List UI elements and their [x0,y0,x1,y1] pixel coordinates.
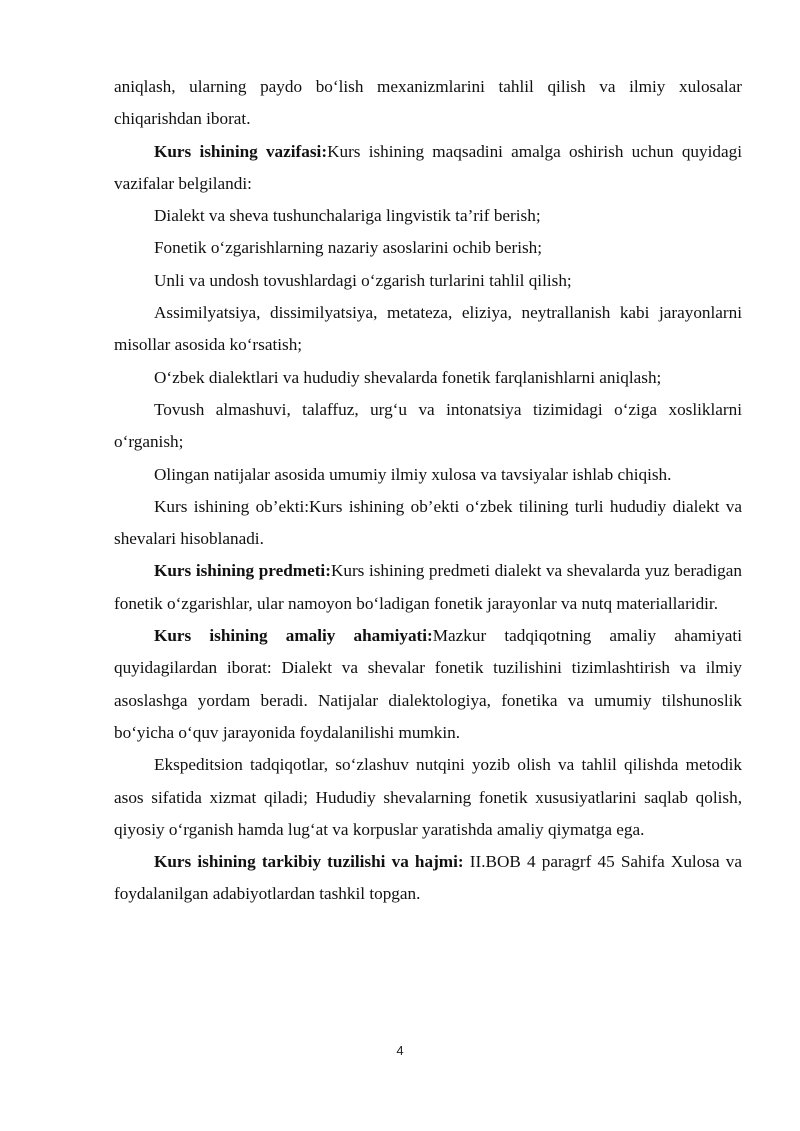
list-item [114,232,742,264]
paragraph-intro-continuation [114,71,742,136]
section-heading: Kurs ishining tarkibiy tuzilishi va hajmi: [154,852,464,872]
paragraph-text: II.BOB 4 paragrf 45 Sahifa Xulosa va foydalanilgan adabiyotlardan tashkil topgan. [114,852,742,904]
list-item-text: O‘zbek dialektlari va hududiy shevalarda fonetik farqlanishlarni aniqlash; [154,367,662,387]
list-item [114,362,742,394]
paragraph-object [114,491,742,556]
section-heading: Kurs ishining vazifasi: [154,141,328,161]
list-item [114,459,742,491]
paragraph-text: Ekspeditsion tadqiqotlar, so‘zlashuv nutqini yozib olish va tahlil qilishda metodik asos sifatida xizmat qiladi; Hududiy shevalarning fonetik xususiyatlarini saqlab qolish, qiyosiy o‘rganish hamda lug‘at va korpuslar yaratishda amaliy qiymatga ega. [114,755,742,839]
list-item-text: Unli va undosh tovushlardagi o‘zgarish turlarini tahlil qilish; [154,270,572,290]
paragraph-expedition [114,749,742,846]
list-item [114,394,742,459]
list-item-text: Tovush almashuvi, talaffuz, urg‘u va intonatsiya tizimidagi o‘ziga xosliklarni o‘rganish; [114,399,742,452]
paragraph-text: Kurs ishining predmeti dialekt va shevalarda yuz beradigan fonetik o‘zgarishlar, ular namoyon bo‘ladigan fonetik jarayonlar va nutq materiallaridir. [114,561,742,613]
paragraph-text: Kurs ishining ob’ekti:Kurs ishining ob’ekti o‘zbek tilining turli hududiy dialekt va shevalari hisoblanadi. [114,496,742,549]
list-item-text: Olingan natijalar asosida umumiy ilmiy xulosa va tavsiyalar ishlab chiqish. [154,464,672,484]
list-item-text: Assimilyatsiya, dissimilyatsiya, metateza, eliziya, neytrallanish kabi jarayonlarni misollar asosida ko‘rsatish; [114,303,742,355]
paragraph-text: Kurs ishining maqsadini amalga oshirish uchun quyidagi vazifalar belgilandi: [114,141,742,193]
paragraph-practical-significance [114,620,742,749]
list-item-text: Fonetik o‘zgarishlarning nazariy asoslarini ochib berish; [154,238,543,258]
paragraph-text: aniqlash, ularning paydo bo‘lish mexanizmlarini tahlil qilish va ilmiy xulosalar chiqarishdan iborat. [114,77,742,129]
list-item [114,200,742,232]
paragraph-tasks [114,136,742,201]
paragraph-subject [114,555,742,620]
section-heading: Kurs ishining amaliy ahamiyati: [154,626,433,646]
paragraph-text: Mazkur tadqiqotning amaliy ahamiyati quyidagilardan iborat: Dialekt va shevalar fonetik tuzilishini tizimlashtirish va ilmiy asoslashga yordam beradi. Natijalar dialektologiya, fonetika va umumiy tilshunoslik bo‘yicha o‘quv jarayonida foydalanilishi mumkin. [114,626,742,742]
section-heading: Kurs ishining predmeti: [154,561,331,581]
list-item [114,265,742,297]
list-item [114,297,742,362]
document-body [114,71,742,911]
page-number: 4 [396,1043,404,1058]
list-item-text: Dialekt va sheva tushunchalariga lingvistik ta’rif berish; [154,206,541,226]
paragraph-structure [114,846,742,911]
